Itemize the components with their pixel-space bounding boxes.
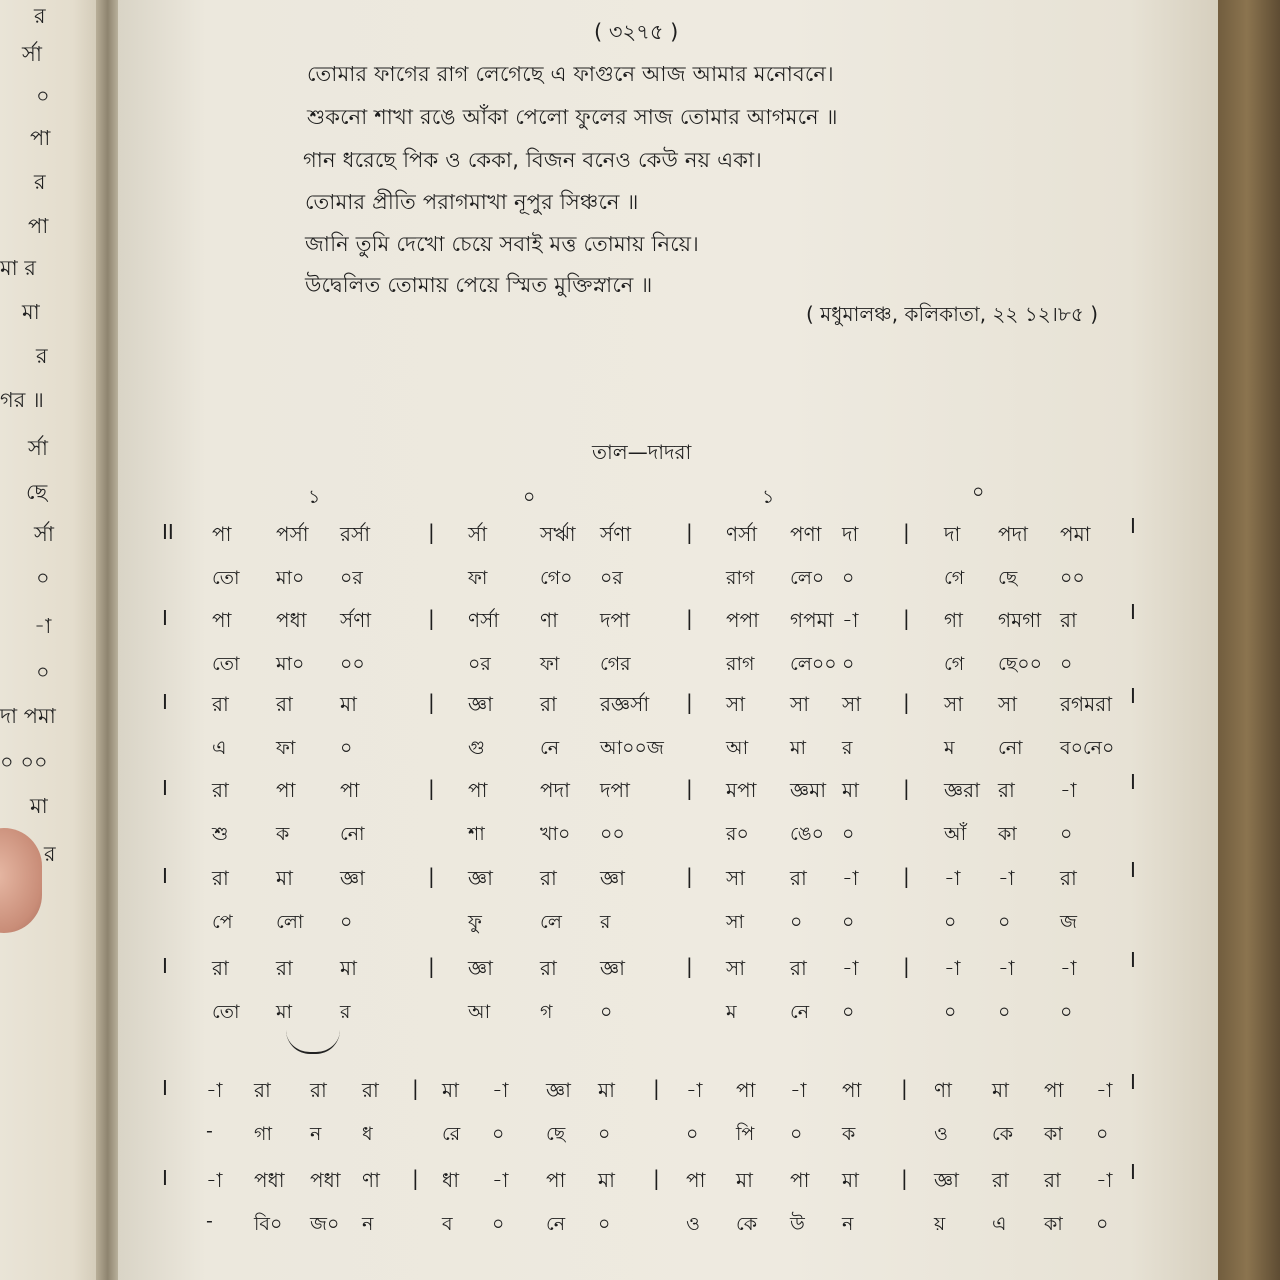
lyric-syllable: ঙে০ [790, 823, 824, 845]
left-page-line: ০ [36, 84, 50, 108]
row-marker: I [162, 954, 168, 978]
swara-note: পা [686, 1168, 706, 1192]
swara-note: -া [944, 956, 961, 980]
left-page-line: র্সা [28, 436, 48, 460]
lyric-syllable: জ [1060, 911, 1077, 933]
swara-note: রা [1044, 1168, 1061, 1192]
lyric-syllable: য় [934, 1213, 946, 1235]
swara-note: পধা [276, 608, 307, 632]
left-page-line: গর ॥ [0, 388, 44, 412]
lyric-syllable: এ [992, 1213, 1007, 1235]
swara-note: -া [1060, 778, 1077, 802]
row-marker: I [162, 690, 168, 714]
swara-note: জ্ঞমা [790, 778, 827, 802]
swara-note: ণর্সা [726, 522, 758, 546]
swara-note: জ্ঞা [468, 692, 493, 716]
lyric-syllable: ০ [340, 737, 353, 759]
lyric-syllable: ও [934, 1123, 948, 1145]
swara-note: -া [206, 1168, 223, 1192]
lyric-syllable: তো [212, 653, 240, 675]
lyric-syllable: ফু [468, 911, 482, 933]
lyric-syllable: ০ [1060, 1001, 1073, 1023]
left-page [0, 0, 104, 1280]
lyric-syllable: পে [212, 911, 233, 933]
lyric-syllable: মা০ [276, 653, 305, 675]
swara-note: -া [1060, 956, 1077, 980]
swara-note: পা [276, 778, 296, 802]
beat-marker-4: ০ [972, 481, 985, 503]
bar-separator: | [903, 864, 910, 888]
swara-note: পধা [254, 1168, 285, 1192]
lyric-syllable: মা [790, 737, 807, 759]
lyric-syllable: কে [736, 1213, 758, 1235]
beat-marker-3: ১ [762, 486, 775, 508]
lyric-syllable: খা০ [540, 823, 571, 845]
lyric-syllable: ০র [468, 653, 491, 675]
lyric-syllable: লো [276, 911, 304, 933]
lyric-syllable: ব০নে০ [1060, 737, 1115, 759]
left-page-line: পা [30, 126, 51, 150]
swara-note: রর্সা [340, 522, 371, 546]
bar-separator: | [686, 864, 693, 888]
poem-line-3: গান ধরেছে পিক ও কেকা, বিজন বনেও কেউ নয় একা। [303, 148, 762, 172]
swara-note: সা [998, 692, 1018, 716]
swara-note: মা [842, 1168, 859, 1192]
lyric-syllable: ০ [600, 1001, 613, 1023]
swara-note: -া [842, 956, 859, 980]
lyric-syllable: ছে [998, 567, 1018, 589]
lyric-syllable: গু [468, 737, 485, 759]
swara-note: রা [276, 692, 293, 716]
swara-note: মা [598, 1168, 615, 1192]
lyric-syllable: ০ [842, 911, 855, 933]
lyric-syllable: ০০ [1060, 567, 1085, 589]
lyric-syllable: লে [540, 911, 562, 933]
swara-note: পর্সা [276, 522, 309, 546]
left-page-line: র [44, 842, 56, 866]
swara-note: রা [540, 866, 557, 890]
swara-note: -া [998, 956, 1015, 980]
swara-note: রা [540, 692, 557, 716]
swara-note: পা [340, 778, 360, 802]
swara-note: জ্ঞা [934, 1168, 959, 1192]
swara-note: পা [546, 1168, 566, 1192]
lyric-syllable: ০ [998, 1001, 1011, 1023]
swara-note: রা [790, 956, 807, 980]
lyric-syllable: ০ [842, 653, 855, 675]
swara-note: পা [842, 1078, 862, 1102]
swara-note: পা [790, 1168, 810, 1192]
swara-note: -া [1096, 1078, 1113, 1102]
left-page-line: র্সা [34, 522, 54, 546]
lyric-syllable: ০ [842, 823, 855, 845]
swara-note: মা [340, 956, 357, 980]
swara-note: পমা [1060, 522, 1091, 546]
swara-note: দা [944, 522, 961, 546]
left-page-line: র [34, 170, 46, 194]
left-page-line: র [34, 4, 46, 28]
lyric-syllable: কা [998, 823, 1017, 845]
lyric-syllable: ক [842, 1123, 856, 1145]
lyric-syllable: ক [276, 823, 290, 845]
row-marker: I [162, 1076, 168, 1100]
lyric-syllable: নে [540, 737, 560, 759]
lyric-syllable: কে [992, 1123, 1014, 1145]
swara-note: -া [492, 1168, 509, 1192]
lyric-syllable: ম [726, 1001, 737, 1023]
lyric-syllable: ধ [362, 1123, 373, 1145]
swara-note: দপা [600, 778, 630, 802]
bar-separator: | [412, 1166, 419, 1190]
row-end-marker: I [1130, 1070, 1136, 1094]
swara-note: -া [206, 1078, 223, 1102]
lyric-syllable: ০ [1060, 653, 1073, 675]
swara-note: মা [842, 778, 859, 802]
lyric-syllable: ০ [1096, 1123, 1109, 1145]
swara-note: মা [340, 692, 357, 716]
lyric-syllable: ০র [340, 567, 363, 589]
lyric-syllable: গে০ [540, 567, 573, 589]
swara-note: রা [362, 1078, 379, 1102]
swara-note: পা [736, 1078, 756, 1102]
lyric-syllable: - [206, 1120, 213, 1142]
lyric-syllable: নো [998, 737, 1023, 759]
swara-note: সা [726, 956, 746, 980]
swara-note: -া [944, 866, 961, 890]
lyric-syllable: ছে [546, 1123, 566, 1145]
lyric-syllable: ফা [276, 737, 296, 759]
swara-note: পা [212, 522, 232, 546]
lyric-syllable: ন [842, 1213, 854, 1235]
lyric-syllable: গে [944, 567, 965, 589]
lyric-syllable: ছে০০ [998, 653, 1042, 675]
swara-note: জ্ঞা [600, 866, 625, 890]
swara-note: পণা [790, 522, 822, 546]
page-number: ( ৩২৭৫ ) [594, 20, 679, 44]
beat-marker-2: ০ [523, 486, 536, 508]
lyric-syllable: ০০ [600, 823, 625, 845]
bar-separator: | [653, 1076, 660, 1100]
swara-note: -া [998, 866, 1015, 890]
lyric-syllable: এ [212, 737, 227, 759]
swara-note: সা [944, 692, 964, 716]
bar-separator: | [428, 606, 435, 630]
lyric-syllable: গ [540, 1001, 553, 1023]
swara-note: পধা [310, 1168, 341, 1192]
swara-note: পা [1044, 1078, 1064, 1102]
poem-line-5: জানি তুমি দেখো চেয়ে সবাই মত্ত তোমায় নিয়ে। [305, 232, 699, 256]
lyric-syllable: ০র [600, 567, 623, 589]
lyric-syllable: ন [362, 1213, 374, 1235]
lyric-syllable: ০ [944, 1001, 957, 1023]
swara-note: সর্ঋা [540, 522, 576, 546]
swara-note: গা [944, 608, 963, 632]
lyric-syllable: ০ [492, 1213, 505, 1235]
left-page-line: র্সা [22, 42, 42, 66]
lyric-syllable: ফা [468, 567, 488, 589]
swara-note: রগমরা [1060, 692, 1113, 716]
swara-note: পপা [726, 608, 759, 632]
swara-note: রা [212, 956, 229, 980]
lyric-syllable: আ০০জ [600, 737, 664, 759]
row-end-marker: I [1130, 1160, 1136, 1184]
lyric-syllable: ০ [842, 567, 855, 589]
lyric-syllable: রাগ [726, 653, 755, 675]
lyric-syllable: র [600, 911, 611, 933]
lyric-syllable: র০ [726, 823, 749, 845]
swara-note: -া [842, 866, 859, 890]
lyric-syllable: লে০ [790, 567, 825, 589]
tala-title: তাল—দাদরা [592, 440, 692, 464]
lyric-syllable: নো [340, 823, 365, 845]
beat-marker-1: ১ [308, 486, 321, 508]
lyric-syllable: ও [686, 1213, 700, 1235]
swara-note: মপা [726, 778, 757, 802]
lyric-syllable: কা [1044, 1213, 1063, 1235]
lyric-syllable: কা [1044, 1123, 1063, 1145]
lyric-syllable: ০ [686, 1123, 699, 1145]
bar-separator: | [686, 776, 693, 800]
swara-note: জ্ঞা [468, 956, 493, 980]
row-marker: I [162, 606, 168, 630]
swara-note: মা [736, 1168, 753, 1192]
bar-separator: | [901, 1166, 908, 1190]
swara-note: জ্ঞা [546, 1078, 571, 1102]
left-page-line: মা [22, 300, 40, 324]
bar-separator: | [903, 954, 910, 978]
lyric-syllable: ব [442, 1213, 453, 1235]
swara-note: রা [310, 1078, 327, 1102]
lyric-syllable: র [842, 737, 853, 759]
swara-note: রা [1060, 866, 1077, 890]
swara-note: সা [790, 692, 810, 716]
lyric-syllable: ০ [790, 911, 803, 933]
left-page-line: দা পমা [0, 704, 56, 728]
lyric-syllable: গা [254, 1123, 272, 1145]
lyric-syllable: ০ [790, 1123, 803, 1145]
left-page-line: -া [34, 614, 52, 638]
swara-note: মা [276, 866, 293, 890]
lyric-syllable: লে০০ [790, 653, 837, 675]
swara-note: সা [726, 692, 746, 716]
lyric-syllable: ০ [842, 1001, 855, 1023]
swara-note: জ্ঞরা [944, 778, 980, 802]
lyric-syllable: ০ [598, 1123, 611, 1145]
left-page-line: ০ ০০ [0, 750, 48, 774]
lyric-syllable: আঁ [944, 823, 967, 845]
lyric-syllable: ন [310, 1123, 322, 1145]
left-page-line: র [36, 344, 48, 368]
bar-separator: | [428, 776, 435, 800]
swara-note: রা [998, 778, 1015, 802]
row-marker: I [162, 864, 168, 888]
lyric-syllable: সা [726, 911, 745, 933]
swara-note: জ্ঞা [600, 956, 625, 980]
swara-note: গপমা [790, 608, 834, 632]
bar-separator: | [428, 864, 435, 888]
bar-separator: | [686, 690, 693, 714]
left-page-line: পা [28, 214, 49, 238]
bar-separator: | [428, 520, 435, 544]
swara-note: রা [540, 956, 557, 980]
lyric-syllable: তো [212, 1001, 240, 1023]
lyric-syllable: বি০ [254, 1213, 283, 1235]
left-page-line: ছে [26, 480, 48, 504]
poem-line-6: উদ্বেলিত তোমায় পেয়ে স্মিত মুক্তিস্নানে ॥ [305, 273, 653, 297]
lyric-syllable: - [206, 1210, 213, 1232]
bar-separator: | [903, 606, 910, 630]
lyric-syllable: আ [726, 737, 749, 759]
lyric-syllable: মা [276, 1001, 293, 1023]
swara-note: -া [842, 608, 859, 632]
left-page-line: মা [30, 794, 48, 818]
poem-line-1: তোমার ফাগের রাগ লেগেছে এ ফাগুনে আজ আমার মনোবনে। [307, 62, 834, 86]
swara-note: ধা [442, 1168, 460, 1192]
lyric-syllable: জ০ [310, 1213, 340, 1235]
lyric-syllable: গে [944, 653, 965, 675]
row-marker: I [162, 776, 168, 800]
lyric-syllable: শা [468, 823, 485, 845]
poem-line-4: তোমার প্রীতি পরাগমাখা নূপুর সিঞ্চনে ॥ [305, 190, 639, 214]
lyric-syllable: শু [212, 823, 229, 845]
row-end-marker: I [1130, 684, 1136, 708]
lyric-syllable: ০ [598, 1213, 611, 1235]
bar-separator: | [653, 1166, 660, 1190]
swara-note: সা [726, 866, 746, 890]
swara-note: র্সণা [340, 608, 372, 632]
bar-separator: | [412, 1076, 419, 1100]
bar-separator: | [901, 1076, 908, 1100]
lyric-syllable: ০ [944, 911, 957, 933]
bar-separator: | [686, 954, 693, 978]
lyric-syllable: নে [546, 1213, 566, 1235]
swara-note: রা [254, 1078, 271, 1102]
lyric-syllable: ০ [492, 1123, 505, 1145]
bar-separator: | [903, 520, 910, 544]
swara-note: র্সা [468, 522, 488, 546]
row-end-marker: I [1130, 600, 1136, 624]
left-page-line: ০ [36, 566, 50, 590]
lyric-syllable: ফা [540, 653, 560, 675]
lyric-syllable: নে [790, 1001, 810, 1023]
lyric-syllable: ০ [1096, 1213, 1109, 1235]
bar-separator: | [903, 690, 910, 714]
swara-note: রা [1060, 608, 1077, 632]
bar-separator: | [428, 954, 435, 978]
lyric-syllable: ০ [998, 911, 1011, 933]
swara-note: জ্ঞা [340, 866, 365, 890]
swara-note: -া [492, 1078, 509, 1102]
swara-note: সা [842, 692, 862, 716]
swara-note: র্সণা [600, 522, 632, 546]
lyric-syllable: রে [442, 1123, 461, 1145]
swara-note: -া [790, 1078, 807, 1102]
bar-separator: | [686, 606, 693, 630]
swara-note: রা [992, 1168, 1009, 1192]
row-end-marker: I [1130, 770, 1136, 794]
bar-separator: | [903, 776, 910, 800]
swara-note: রা [276, 956, 293, 980]
swara-note: গমগা [998, 608, 1042, 632]
swara-note: রা [212, 778, 229, 802]
swara-note: ণা [540, 608, 558, 632]
lyric-syllable: পি [736, 1123, 755, 1145]
swara-note: পদা [540, 778, 570, 802]
swara-note: রজ্ঞর্সা [600, 692, 650, 716]
swara-note: মা [992, 1078, 1009, 1102]
swara-note: ণর্সা [468, 608, 500, 632]
lyric-syllable: ০ [340, 911, 353, 933]
swara-note: পা [212, 608, 232, 632]
swara-note: -া [686, 1078, 703, 1102]
swara-note: রা [790, 866, 807, 890]
swara-note: দপা [600, 608, 630, 632]
lyric-syllable: আ [468, 1001, 491, 1023]
bar-separator: | [428, 690, 435, 714]
swara-note: দা [842, 522, 859, 546]
row-marker: II [162, 520, 174, 544]
bar-separator: | [686, 520, 693, 544]
lyric-syllable: ০০ [340, 653, 365, 675]
row-end-marker: I [1130, 858, 1136, 882]
swara-note: রা [212, 866, 229, 890]
signature: ( মধুমালঞ্চ, কলিকাতা, ২২ ১২।৮৫ ) [806, 302, 1099, 326]
swara-note: মা [442, 1078, 459, 1102]
row-marker: I [162, 1166, 168, 1190]
lyric-syllable: উ [790, 1213, 805, 1235]
row-end-marker: I [1130, 514, 1136, 538]
swara-note: ণা [934, 1078, 952, 1102]
swara-note: পদা [998, 522, 1028, 546]
lyric-syllable: তো [212, 567, 240, 589]
left-page-line: ০ [36, 660, 50, 684]
poem-line-2: শুকনো শাখা রঙে আঁকা পেলো ফুলের সাজ তোমার আগমনে ॥ [307, 105, 838, 129]
lyric-syllable: র [340, 1001, 351, 1023]
lyric-syllable: ০ [1060, 823, 1073, 845]
lyric-syllable: ম [944, 737, 955, 759]
swara-note: মা [598, 1078, 615, 1102]
lyric-syllable: গের [600, 653, 631, 675]
swara-note: ণা [362, 1168, 380, 1192]
lyric-syllable: মা০ [276, 567, 305, 589]
row-end-marker: I [1130, 948, 1136, 972]
swara-note: -া [1096, 1168, 1113, 1192]
lyric-syllable: রাগ [726, 567, 755, 589]
swara-note: রা [212, 692, 229, 716]
swara-note: পা [468, 778, 488, 802]
left-page-line: মা র [0, 256, 36, 280]
swara-note: জ্ঞা [468, 866, 493, 890]
